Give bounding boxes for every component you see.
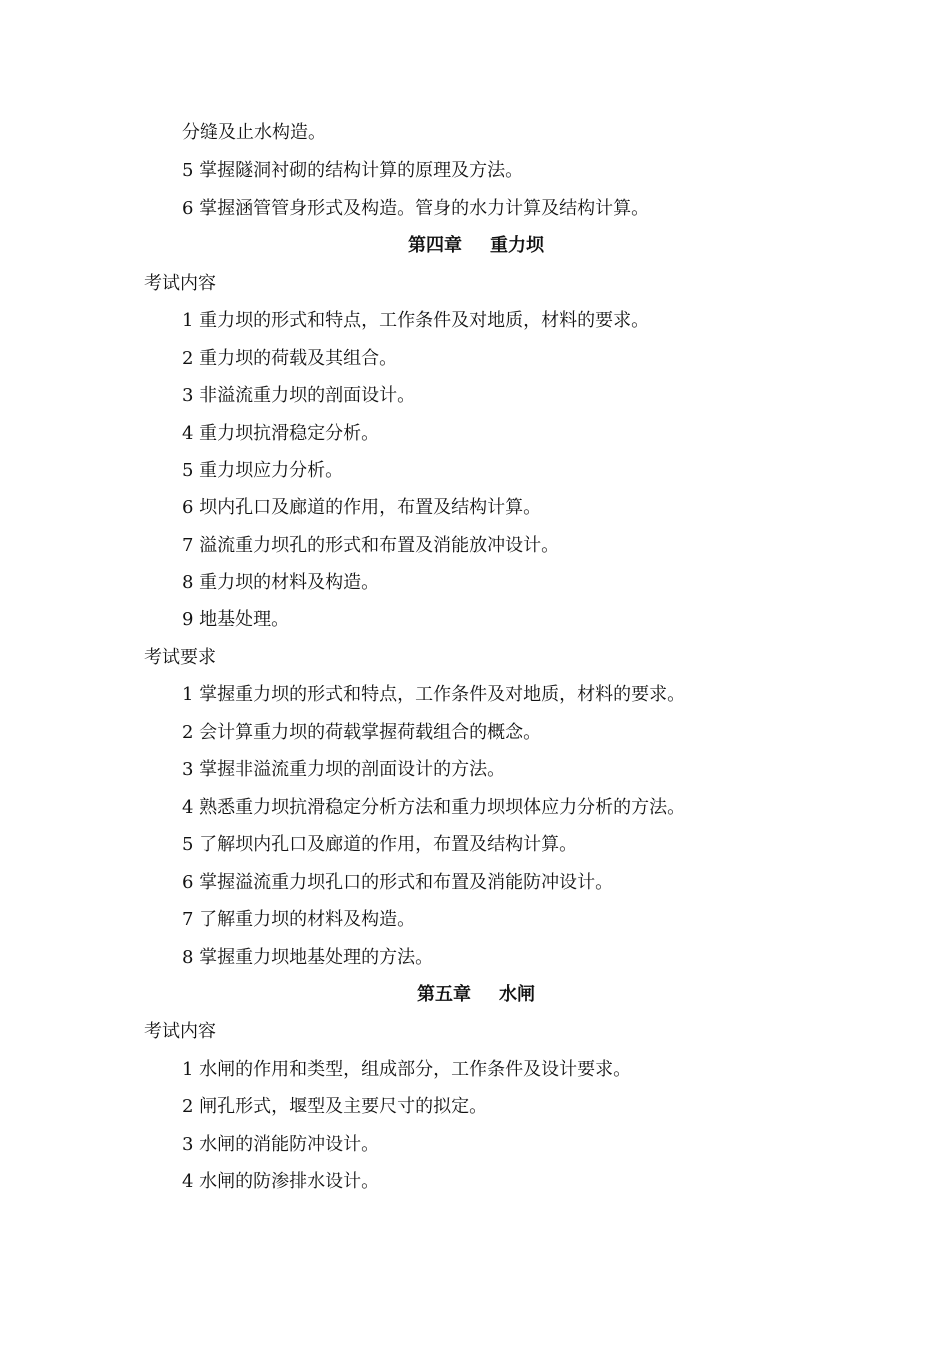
exam-content-label: 考试内容 (144, 273, 216, 294)
list-item: 2 闸孔形式，堰型及主要尺寸的拟定。 (182, 1096, 488, 1117)
list-item: 2 重力坝的荷载及其组合。 (182, 348, 398, 369)
list-item: 8 掌握重力坝地基处理的方法。 (182, 947, 434, 968)
chapter-4-title: 重力坝 (490, 235, 544, 256)
chapter-4-heading (0, 234, 952, 258)
list-item: 1 掌握重力坝的形式和特点，工作条件及对地质，材料的要求。 (182, 684, 686, 705)
list-item: 1 水闸的作用和类型，组成部分，工作条件及设计要求。 (182, 1059, 632, 1080)
list-item: 9 地基处理。 (182, 609, 290, 630)
chapter-5-number: 第五章 (417, 984, 471, 1005)
list-item: 3 水闸的消能防冲设计。 (182, 1134, 380, 1155)
chapter-4-number: 第四章 (408, 235, 462, 256)
exam-requirement-label: 考试要求 (144, 647, 216, 668)
chapter-5-title: 水闸 (499, 984, 535, 1005)
list-item: 3 掌握非溢流重力坝的剖面设计的方法。 (182, 759, 506, 780)
list-item: 4 重力坝抗滑稳定分析。 (182, 423, 380, 444)
list-item: 5 重力坝应力分析。 (182, 460, 344, 481)
list-item: 4 水闸的防渗排水设计。 (182, 1171, 380, 1192)
list-item: 7 了解重力坝的材料及构造。 (182, 909, 416, 930)
exam-content-label: 考试内容 (144, 1021, 216, 1042)
list-item: 6 掌握溢流重力坝孔口的形式和布置及消能防冲设计。 (182, 872, 614, 893)
list-item: 8 重力坝的材料及构造。 (182, 572, 380, 593)
list-item: 2 会计算重力坝的荷载掌握荷载组合的概念。 (182, 722, 542, 743)
list-item: 7 溢流重力坝孔的形式和布置及消能放冲设计。 (182, 535, 560, 556)
list-item: 1 重力坝的形式和特点，工作条件及对地质，材料的要求。 (182, 310, 650, 331)
continuation-line: 5 掌握隧洞衬砌的结构计算的原理及方法。 (182, 160, 524, 181)
chapter-5-heading (0, 983, 952, 1007)
list-item: 3 非溢流重力坝的剖面设计。 (182, 385, 416, 406)
list-item: 4 熟悉重力坝抗滑稳定分析方法和重力坝坝体应力分析的方法。 (182, 797, 686, 818)
list-item: 5 了解坝内孔口及廊道的作用，布置及结构计算。 (182, 834, 578, 855)
continuation-line: 6 掌握涵管管身形式及构造。管身的水力计算及结构计算。 (182, 198, 650, 219)
continuation-line: 分缝及止水构造。 (182, 122, 326, 143)
list-item: 6 坝内孔口及廊道的作用，布置及结构计算。 (182, 497, 542, 518)
